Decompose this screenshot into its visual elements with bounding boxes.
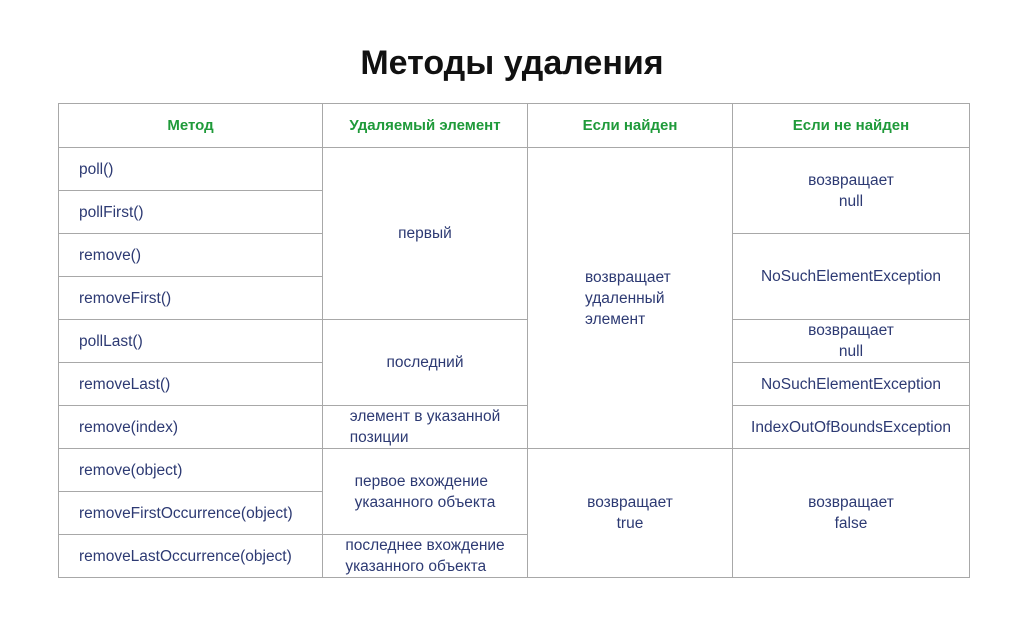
method-cell: remove() xyxy=(59,234,323,277)
method-cell: remove(index) xyxy=(59,406,323,449)
removed-line: первое вхождение xyxy=(354,472,488,490)
method-cell: removeFirst() xyxy=(59,277,323,320)
method-cell: pollLast() xyxy=(59,320,323,363)
method-cell: pollFirst() xyxy=(59,191,323,234)
table-row xyxy=(59,320,970,363)
removed-line: элемент в указанной xyxy=(349,408,501,425)
removed-first-text: первый xyxy=(398,225,452,242)
not-found-exception-cell: NoSuchElementException xyxy=(733,363,970,406)
found-returns-true-cell xyxy=(528,449,733,578)
not-found-line: null xyxy=(838,343,864,360)
removed-line: позиции xyxy=(349,429,409,446)
not-found-line: возвращает xyxy=(808,171,894,189)
header-removed-element: Удаляемый элемент xyxy=(323,104,528,148)
header-method: Метод xyxy=(59,104,323,148)
found-line: true xyxy=(616,515,644,532)
removed-line: указанного объекта xyxy=(345,558,487,575)
removed-line: указанного объекта xyxy=(354,493,496,511)
removed-first-cell xyxy=(323,148,528,320)
not-found-false-cell xyxy=(733,449,970,578)
found-line: удаленный xyxy=(585,289,665,307)
not-found-line: null xyxy=(838,192,864,210)
table-header-row xyxy=(59,104,970,148)
method-cell: remove(object) xyxy=(59,449,323,492)
removed-first-occurrence-cell xyxy=(323,449,528,535)
found-returns-element-text xyxy=(585,267,671,330)
removed-index-cell xyxy=(323,406,528,449)
removed-last-cell xyxy=(323,320,528,406)
not-found-exception-cell: NoSuchElementException xyxy=(733,234,970,320)
method-cell: removeLast() xyxy=(59,363,323,406)
found-line: возвращает xyxy=(587,494,673,511)
not-found-line: false xyxy=(834,515,868,532)
found-returns-element-cell xyxy=(528,148,733,449)
removed-last-text: последний xyxy=(386,354,464,371)
not-found-line: возвращает xyxy=(808,494,894,511)
method-cell: removeLastOccurrence(object) xyxy=(59,535,323,578)
found-line: возвращает xyxy=(585,268,671,286)
header-if-found: Если найден xyxy=(528,104,733,148)
method-cell: removeFirstOccurrence(object) xyxy=(59,492,323,535)
not-found-null-cell xyxy=(733,148,970,234)
removed-last-occurrence-cell xyxy=(323,535,528,578)
removed-line: последнее вхождение xyxy=(345,537,505,554)
table-row xyxy=(59,406,970,449)
page-title: Методы удаления xyxy=(360,44,664,82)
found-line: элемент xyxy=(585,310,646,328)
not-found-exception-cell: IndexOutOfBoundsException xyxy=(733,406,970,449)
method-cell: poll() xyxy=(59,148,323,191)
table-row xyxy=(59,148,970,191)
table-row xyxy=(59,449,970,492)
removal-methods-table xyxy=(58,103,970,578)
header-if-not-found: Если не найден xyxy=(733,104,970,148)
not-found-null-cell xyxy=(733,320,970,363)
not-found-line: возвращает xyxy=(808,322,894,339)
